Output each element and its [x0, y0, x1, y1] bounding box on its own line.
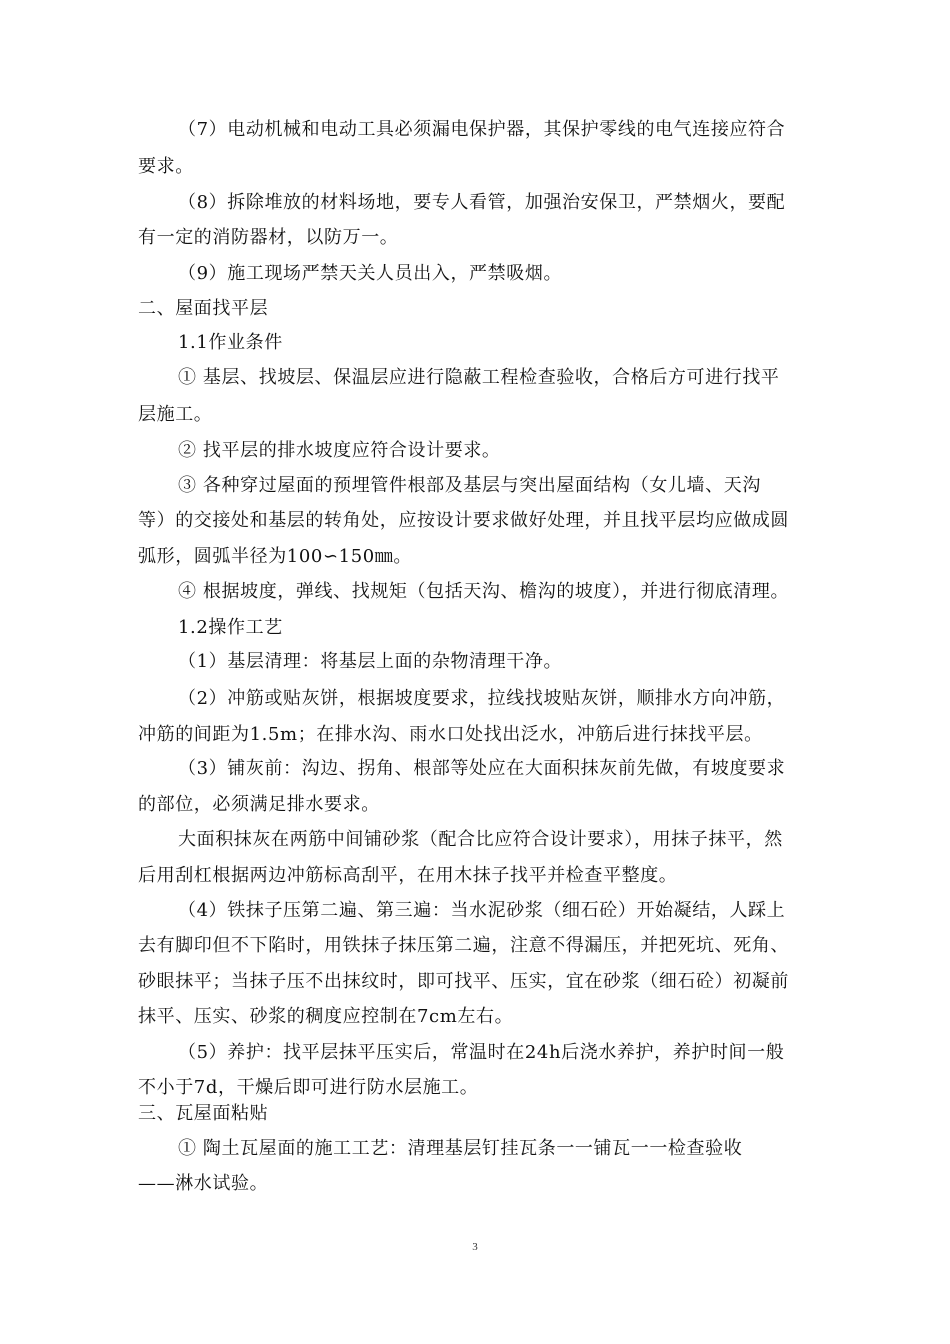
text-line: 不小于7d，干燥后即可进行防水层施工。	[138, 1077, 479, 1098]
text-line: （4）铁抹子压第二遍、第三遍：当水泥砂浆（细石砼）开始凝结，人踩上	[178, 900, 786, 921]
text-line: 要求。	[138, 156, 194, 177]
text-line: （3）铺灰前：沟边、拐角、根部等处应在大面积抹灰前先做，有坡度要求	[178, 758, 786, 779]
text-line: （5）养护：找平层抹平压实后，常温时在24h后浇水养护，养护时间一般	[178, 1042, 785, 1063]
text-line: ——淋水试验。	[138, 1173, 269, 1194]
subsection-heading: 1.2操作工艺	[178, 617, 283, 638]
text-line: 层施工。	[138, 404, 213, 425]
text-line: ① 陶土瓦屋面的施工工艺：清理基层钉挂瓦条一一铺瓦一一检查验收	[178, 1138, 743, 1159]
text-line: 有一定的消防器材，以防万一。	[138, 227, 399, 248]
text-line: （1）基层清理：将基层上面的杂物清理干净。	[178, 651, 563, 672]
text-line: 冲筋的间距为1.5m；在排水沟、雨水口处找出泛水，冲筋后进行抹找平层。	[138, 724, 763, 745]
subsection-heading: 1.1作业条件	[178, 332, 283, 353]
text-line: 大面积抹灰在两筋中间铺砂浆（配合比应符合设计要求），用抹子抹平，然	[178, 829, 783, 850]
section-heading: 二、屋面找平层	[138, 298, 269, 319]
text-line: （9）施工现场严禁天关人员出入，严禁吸烟。	[178, 263, 563, 284]
text-line: ① 基层、找坡层、保温层应进行隐蔽工程检查验收，合格后方可进行找平	[178, 367, 780, 388]
text-line: ④ 根据坡度，弹线、找规矩（包括天沟、檐沟的坡度），并进行彻底清理。	[178, 581, 790, 602]
section-heading: 三、瓦屋面粘贴	[138, 1103, 269, 1124]
page-number: 3	[472, 1241, 478, 1253]
text-line: 弧形，圆弧半径为100∽150㎜。	[138, 546, 412, 567]
text-line: 去有脚印但不下陷时，用铁抹子抹压第二遍，注意不得漏压，并把死坑、死角、	[138, 935, 789, 956]
text-line: （7）电动机械和电动工具必须漏电保护器，其保护零线的电气连接应符合	[178, 119, 786, 140]
text-line: 后用刮杠根据两边冲筋标高刮平，在用木抹子找平并检查平整度。	[138, 865, 678, 886]
text-line: 抹平、压实、砂浆的稠度应控制在7cm左右。	[138, 1006, 514, 1027]
text-line: 砂眼抹平；当抹子压不出抹纹时，即可找平、压实，宜在砂浆（细石砼）初凝前	[138, 971, 789, 992]
text-line: （2）冲筋或贴灰饼，根据坡度要求，拉线找坡贴灰饼，顺排水方向冲筋，	[178, 688, 786, 709]
text-line: ③ 各种穿过屋面的预埋管件根部及基层与突出屋面结构（女儿墙、天沟	[178, 475, 761, 496]
text-line: 的部位，必须满足排水要求。	[138, 794, 380, 815]
text-line: ② 找平层的排水坡度应符合设计要求。	[178, 440, 501, 461]
text-line: 等）的交接处和基层的转角处，应按设计要求做好处理，并且找平层均应做成圆	[138, 510, 789, 531]
text-line: （8）拆除堆放的材料场地，要专人看管，加强治安保卫，严禁烟火，要配	[178, 192, 786, 213]
